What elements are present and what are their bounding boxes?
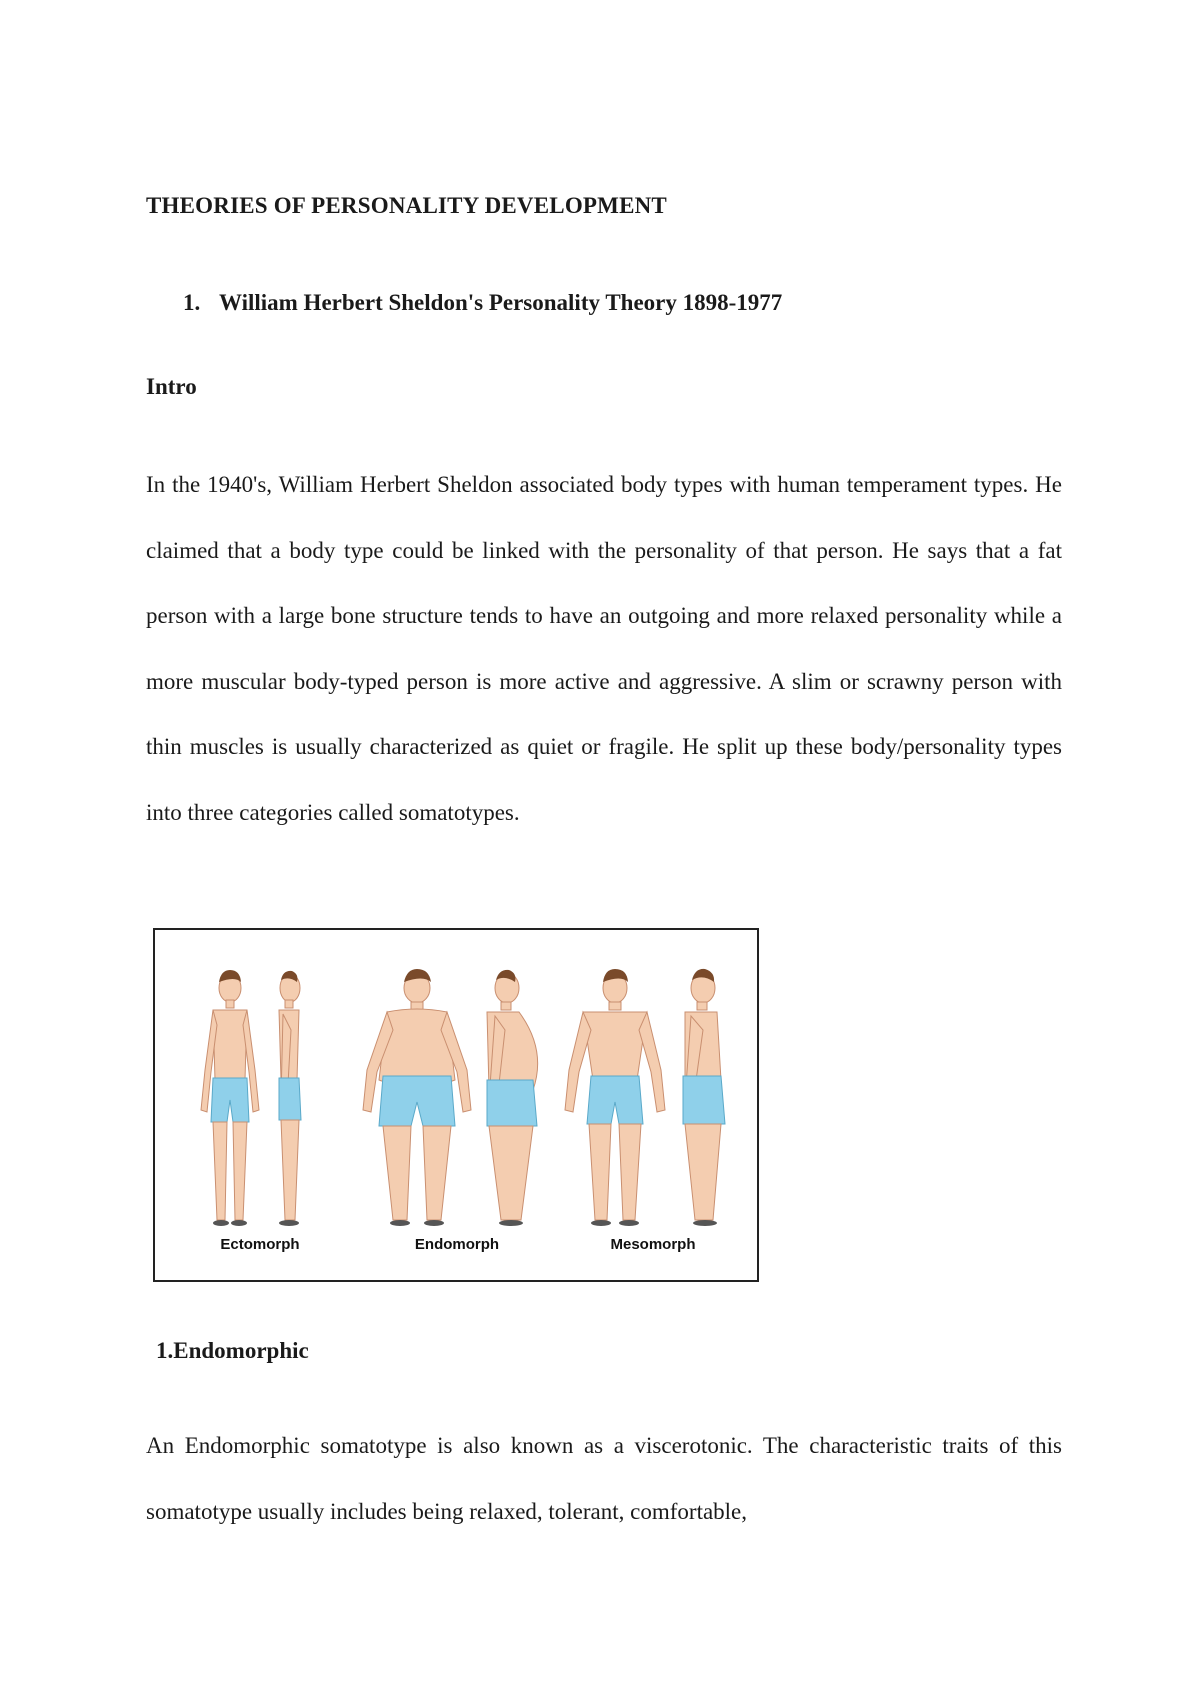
endomorph-label: Endomorph — [414, 1236, 500, 1253]
endomorphic-heading: 1.Endomorphic — [156, 1338, 309, 1363]
section-heading — [183, 290, 782, 316]
intro-paragraph: In the 1940's, William Herbert Sheldon associated body types with human temperament types. He claimed that a body type could be linked with the personality of that person. He says that a fat person with a large bone structure tends to have an outgoing and more relaxed personality while a more muscular body-typed person is more active and aggressive. A slim or scrawny person with thin muscles is usually characterized as quiet or fragile. He split up these body/personality types into three categories called somatotypes. — [146, 472, 1062, 825]
section-heading-text: William Herbert Sheldon's Personality Theory 1898-1977 — [219, 290, 783, 315]
ectomorph-front-figure — [201, 970, 259, 1226]
intro-heading: Intro — [146, 374, 197, 399]
somatotype-illustration — [155, 930, 757, 1280]
mesomorph-front-figure — [565, 969, 665, 1226]
endomorph-side-figure — [487, 970, 538, 1226]
ectomorph-side-figure — [279, 971, 301, 1226]
ectomorph-label: Ectomorph — [220, 1236, 300, 1253]
mesomorph-side-figure — [683, 969, 725, 1226]
endomorph-front-figure — [363, 969, 471, 1226]
endomorphic-paragraph: An Endomorphic somatotype is also known as a viscerotonic. The characteristic traits of this somatotype usually includes being relaxed, tolerant, comfortable, — [146, 1433, 1062, 1524]
document-title: THEORIES OF PERSONALITY DEVELOPMENT — [146, 193, 667, 218]
somatotype-figure — [153, 928, 759, 1282]
section-number: 1. — [183, 290, 201, 315]
mesomorph-label: Mesomorph — [610, 1236, 696, 1253]
